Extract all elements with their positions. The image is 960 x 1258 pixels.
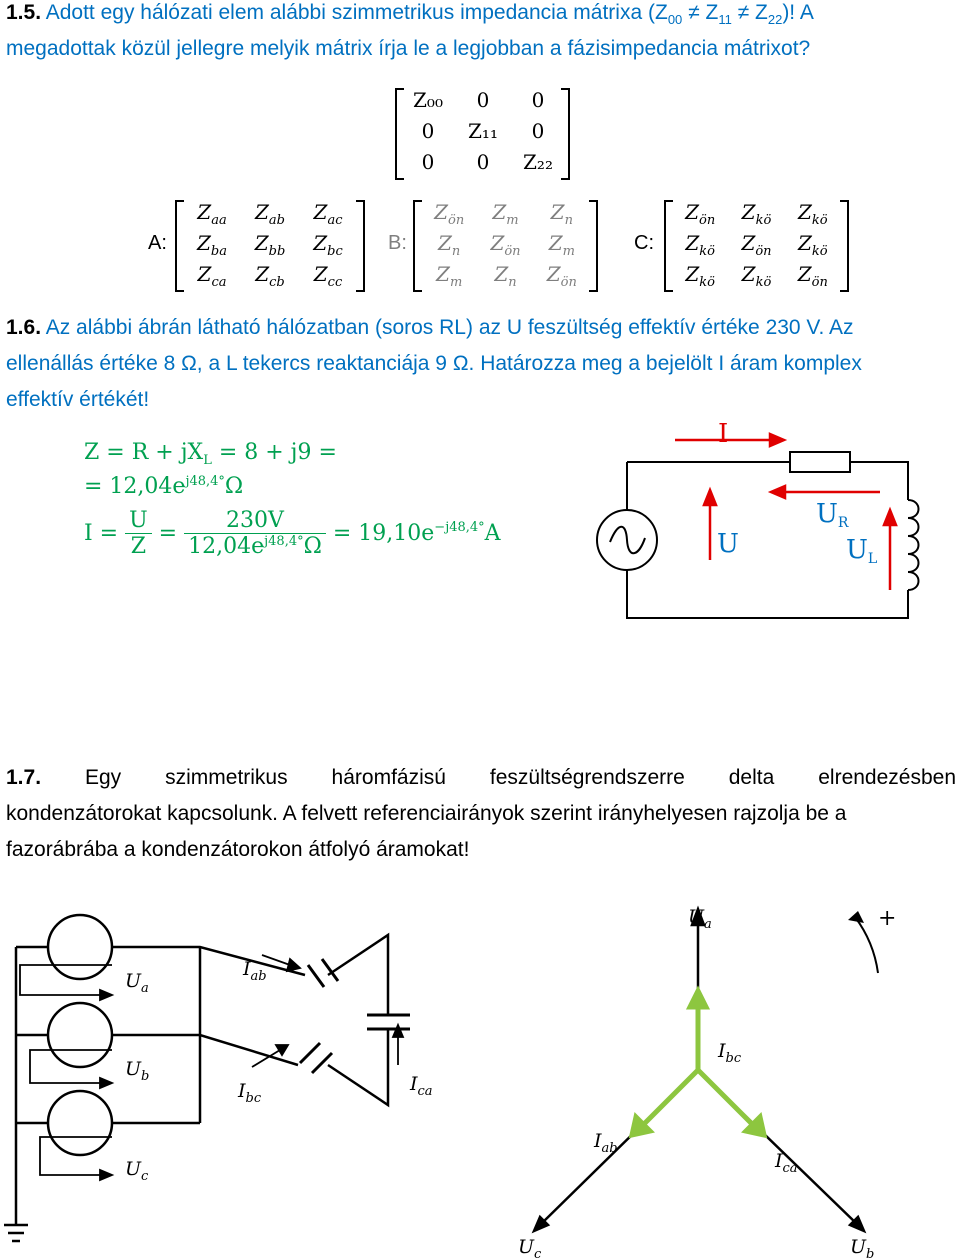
matrix-cell: $Z_n$ <box>550 200 573 228</box>
phase-voltage-ub: $U_b$ <box>125 1058 150 1084</box>
given-impedance-matrix: Z₀₀ 0 0 0 Z₁₁ 0 0 0 Z₂₂ <box>395 88 570 180</box>
matrix-cell: $Z_{ön}$ <box>546 262 577 290</box>
matrix-cell: $Z_{ba}$ <box>197 231 227 259</box>
phase-voltage-uc: $U_c$ <box>125 1158 149 1184</box>
current-label-ica: $I_{ca}$ <box>410 1073 433 1099</box>
phasor-ica <box>698 1070 753 1125</box>
equation-i: I = $\frac{U}{Z}$ = $\frac{230V}{12,04e^{j48,4^\circ}\Omega}$ = $19,10e^{-j48,4^\circ}A$ <box>84 508 501 560</box>
voltage-label-u: U <box>717 529 739 559</box>
matrix-cell: $Z_{ön}$ <box>685 200 716 228</box>
question-1-6-line1: 1.6. Az alábbi ábrán látható hálózatban (soros RL) az U feszültség effektív értéke 230 V. Az <box>6 316 854 339</box>
matrix-cell: $Z_{ön}$ <box>741 231 772 259</box>
phasor-label-uc: $U_c$ <box>518 1236 542 1258</box>
matrix-cell: $Z_{ön}$ <box>490 231 521 259</box>
matrix-cell: $Z_{ön}$ <box>434 200 465 228</box>
equation-z-polar: = $12,04e^{j48,4^\circ}\Omega$ <box>84 474 244 500</box>
matrix-cell: $Z_{cb}$ <box>255 262 285 290</box>
matrix-cell: $Z_{kö}$ <box>798 231 828 259</box>
current-label-iab: $I_{ab}$ <box>243 958 267 984</box>
question-number: 1.7. <box>6 766 42 789</box>
option-a-matrix[interactable] <box>175 200 365 292</box>
option-b-label[interactable]: B: <box>388 232 407 254</box>
inductor-symbol <box>908 500 919 590</box>
matrix-cell: $Z_{kö}$ <box>685 262 715 290</box>
matrix-cell: $Z_{cc}$ <box>313 262 343 290</box>
phasor-label-iab: $I_{ab}$ <box>594 1130 618 1156</box>
phase-voltage-ua: $U_a$ <box>125 970 149 996</box>
option-c-label[interactable]: C: <box>634 232 654 254</box>
phasor-label-ub: $U_b$ <box>850 1236 875 1258</box>
matrix-cell: $Z_{ca}$ <box>197 262 227 290</box>
voltage-label-ur: UR <box>816 499 849 531</box>
phasor-iab <box>643 1070 698 1125</box>
matrix-cell: $Z_{bb}$ <box>254 231 286 259</box>
question-number: 1.5. <box>6 1 42 24</box>
current-label-i: I <box>718 419 729 449</box>
matrix-cell: $Z_{kö}$ <box>741 262 772 290</box>
rotation-direction-arc <box>855 917 878 973</box>
matrix-cell: $Z_{ac}$ <box>313 200 343 228</box>
question-number: 1.6. <box>6 316 42 339</box>
matrix-cell: $Z_{kö}$ <box>798 200 828 228</box>
matrix-cell: $Z_{bc}$ <box>313 231 343 259</box>
matrix-cell: $Z_n$ <box>438 231 461 259</box>
question-1-6-line2: ellenállás értéke 8 Ω, a L tekercs reaktanciája 9 Ω. Határozza meg a bejelölt I áram komplex <box>6 352 862 375</box>
option-c-matrix[interactable] <box>664 200 849 292</box>
voltage-label-ul: UL <box>846 535 878 567</box>
matrix-cell: $Z_m$ <box>492 200 519 228</box>
matrix-cell: $Z_{kö}$ <box>741 200 772 228</box>
option-a-label[interactable]: A: <box>148 232 167 254</box>
matrix-cell: $Z_{kö}$ <box>685 231 715 259</box>
matrix-cell: $Z_m$ <box>436 262 463 290</box>
rl-circuit-diagram <box>590 410 930 630</box>
matrix-cell: $Z_n$ <box>494 262 517 290</box>
question-1-5-line2: megadottak közül jellegre melyik mátrix írja le a legjobban a fázisimpedancia mátrixot? <box>6 37 811 60</box>
matrix-cell: $Z_{ön}$ <box>797 262 828 290</box>
current-label-ibc: $I_{bc}$ <box>238 1080 262 1106</box>
phasor-label-ica: $I_{ca}$ <box>775 1150 798 1176</box>
delta-capacitor-circuit <box>0 895 470 1255</box>
equation-z: $Z = R + jX_L = 8 + j9$ = <box>84 440 337 469</box>
phasor-diagram <box>500 895 920 1258</box>
option-b-matrix[interactable] <box>413 200 598 292</box>
matrix-cell: $Z_{aa}$ <box>197 200 227 228</box>
question-1-5-line1: 1.5. Adott egy hálózati elem alábbi szimmetrikus impedancia mátrixa $(Z_{00} \ne Z_{11} \ne Z_{22})$! A <box>6 1 814 28</box>
question-1-6-line3: effektív értékét! <box>6 388 150 411</box>
phasor-label-ua: $U_a$ <box>688 906 712 932</box>
question-1-7-line3: fazorábrába a kondenzátorokon átfolyó áramokat! <box>6 838 470 861</box>
rotation-plus-sign: + <box>878 906 897 931</box>
phasor-label-ibc: $I_{bc}$ <box>718 1040 742 1066</box>
matrix-cell: $Z_m$ <box>548 231 575 259</box>
matrix-cell: $Z_{ab}$ <box>255 200 285 228</box>
question-1-7-line1: 1.7. Egy szimmetrikus háromfázisú feszültségrendszerre delta elrendezésben <box>6 766 956 789</box>
resistor-symbol <box>790 452 850 472</box>
question-1-7-line2: kondenzátorokat kapcsolunk. A felvett referenciairányok szerint irányhelyesen rajzolja be a <box>6 802 847 825</box>
